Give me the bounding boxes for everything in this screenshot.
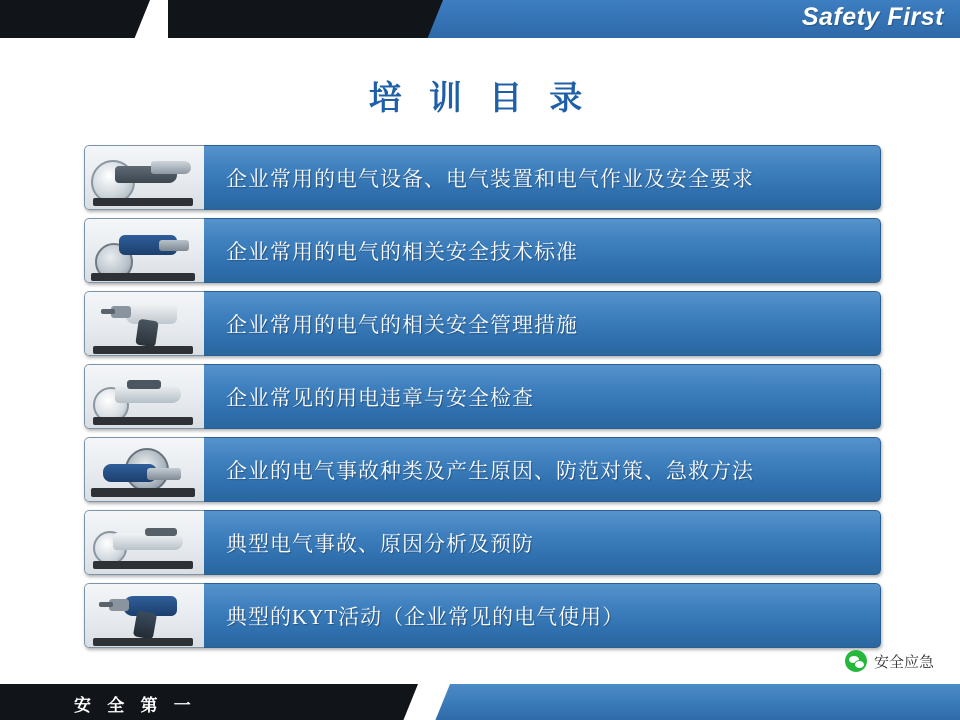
credit: [845, 650, 934, 672]
list-item[interactable]: [84, 583, 881, 648]
list-item-label-wrap: [204, 510, 881, 575]
footer-black: [0, 684, 430, 720]
list-item[interactable]: [84, 364, 881, 429]
footer-blue-fill: [560, 684, 960, 720]
list-item[interactable]: [84, 291, 881, 356]
list-item[interactable]: [84, 437, 881, 502]
list-item-label: 企业常用的电气的相关安全管理措施: [226, 312, 578, 337]
hammer-drill-icon: [84, 583, 204, 648]
list-item-label-wrap: [204, 364, 881, 429]
banner-black-mid: [168, 0, 453, 38]
list-item[interactable]: [84, 145, 881, 210]
list-item-label-wrap: [204, 291, 881, 356]
list-item-label: 企业常用的电气的相关安全技术标准: [226, 239, 578, 264]
page-title: 培 训 目 录: [368, 79, 592, 116]
wechat-icon: [845, 650, 867, 672]
list-item-label: 典型的KYT活动（企业常见的电气使用）: [226, 604, 625, 629]
bench-grinder-icon: [84, 218, 204, 283]
banner-black-left: [0, 0, 150, 38]
list-item-label-wrap: [204, 218, 881, 283]
top-banner: [0, 0, 960, 38]
list-item-label-wrap: [204, 145, 881, 210]
catalog-list: [84, 145, 881, 656]
electric-drill-icon: [84, 291, 204, 356]
cutting-machine-icon: [84, 437, 204, 502]
angle-grinder-small-icon: [84, 510, 204, 575]
footer-label: 安 全 第 一: [74, 696, 197, 715]
list-item[interactable]: [84, 510, 881, 575]
list-item-label: 企业常用的电气设备、电气装置和电气作业及安全要求: [226, 166, 754, 191]
list-item-label-wrap: [204, 437, 881, 502]
credit-label: 安全应急: [873, 653, 934, 671]
list-item-label: 典型电气事故、原因分析及预防: [226, 531, 534, 556]
angle-grinder-icon: [84, 145, 204, 210]
list-item[interactable]: [84, 218, 881, 283]
bottom-banner: [0, 684, 960, 720]
list-item-label: 企业常见的用电违章与安全检查: [226, 385, 534, 410]
list-item-label-wrap: [204, 583, 881, 648]
polisher-icon: [84, 364, 204, 429]
list-item-label: 企业的电气事故种类及产生原因、防范对策、急救方法: [226, 458, 754, 483]
banner-title: Safety First: [801, 3, 944, 31]
